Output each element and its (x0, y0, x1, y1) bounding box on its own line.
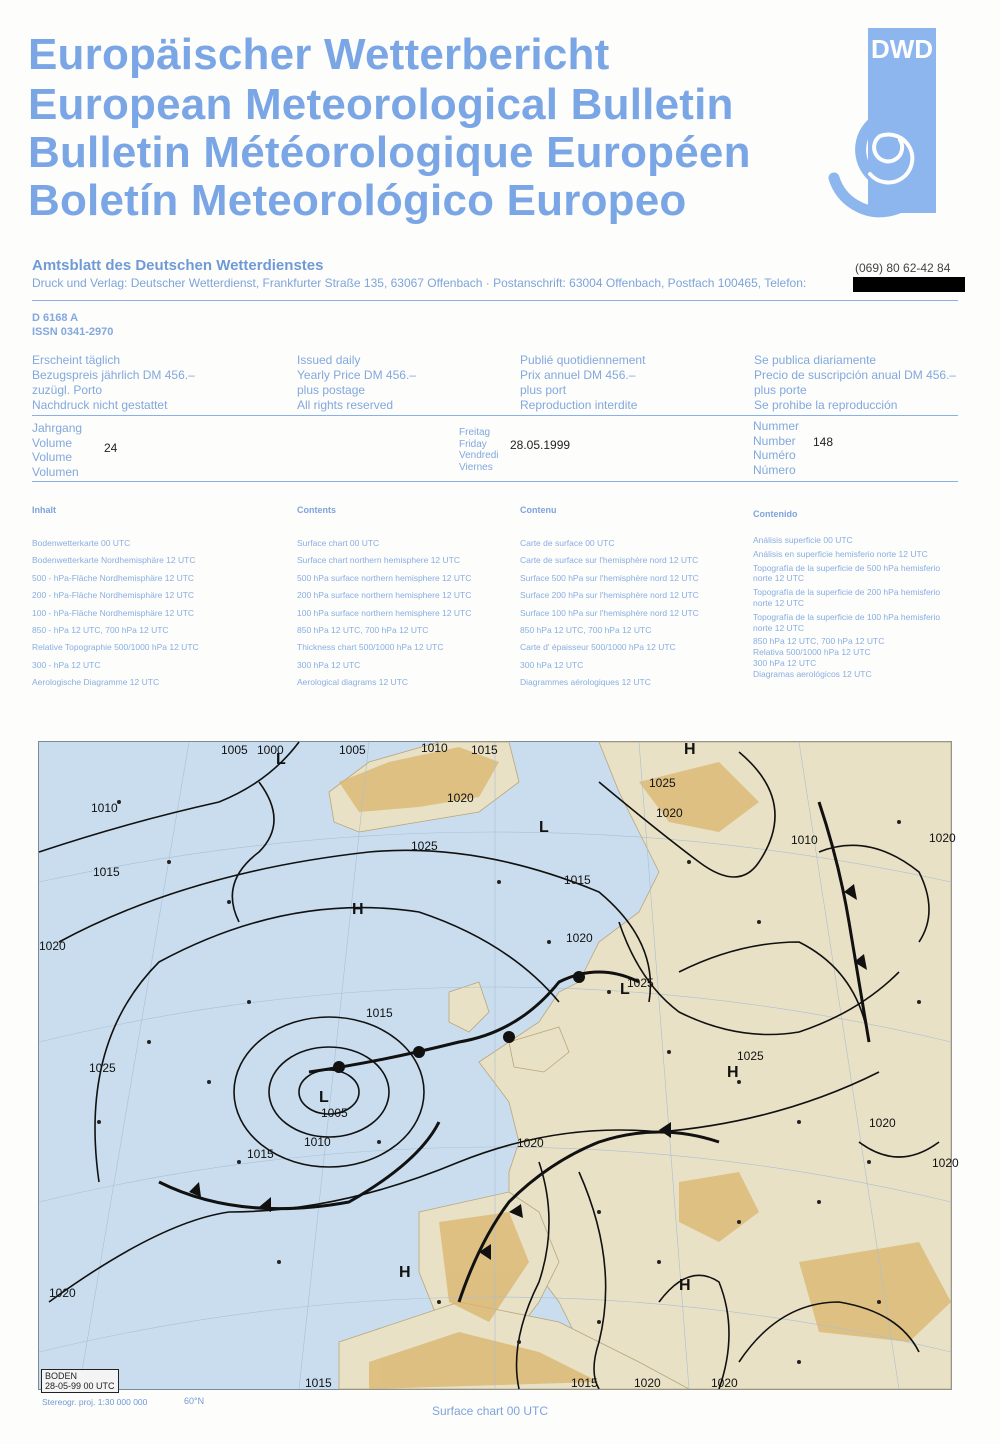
issue-info-es (754, 353, 956, 413)
volume-label: Volumen (32, 464, 79, 479)
divider (32, 415, 958, 416)
isobar-label: 1015 (571, 1376, 598, 1390)
contents-item: Diagramas aerológicos 12 UTC (753, 668, 872, 679)
contents-item: 300 hPa 12 UTC (753, 657, 817, 668)
issue-line: Issued daily (297, 353, 361, 367)
contents-item: 850 hPa 12 UTC, 700 hPa 12 UTC (520, 625, 652, 636)
issue-line: Nachdruck nicht gestattet (32, 398, 168, 412)
contents-heading-es: Contenido (753, 509, 798, 519)
isobar-label: 1010 (791, 833, 818, 847)
high-center: H (399, 1264, 411, 1281)
contents-item: 200 hPa surface northern hemisphere 12 UTC (297, 590, 472, 601)
map-stamp (41, 1369, 119, 1393)
publisher-name: Amtsblatt des Deutschen Wetterdienstes (32, 257, 324, 274)
issue-line: Reproduction interdite (520, 398, 638, 412)
contents-item: Topografía de la superficie de 200 hPa hemisferio norte 12 UTC (753, 587, 941, 608)
contents-list-de (32, 535, 199, 692)
number-label: Numéro (753, 448, 796, 462)
isobar-label: 1010 (91, 801, 118, 815)
issue-line: Se prohibe la reproducción (754, 398, 898, 412)
contents-item: Bodenwetterkarte 00 UTC (32, 538, 131, 548)
contents-item: Análisis en superficie hemisferio norte 12 UTC (753, 548, 928, 559)
day-label: Vendredi (459, 450, 499, 461)
map-latitude: 60°N (184, 1396, 205, 1406)
contents-list-en (297, 535, 471, 692)
low-center: L (276, 751, 286, 768)
issue-line: Bezugspreis jährlich DM 456.– (32, 368, 195, 382)
contents-item: Relativa 500/1000 hPa 12 UTC (753, 647, 871, 658)
issue-info-de (32, 353, 195, 413)
isobar-label: 1020 (634, 1376, 661, 1390)
issue-line: plus postage (297, 383, 366, 397)
high-center: H (352, 901, 364, 918)
low-center: L (319, 1089, 329, 1106)
number-labels (753, 419, 799, 477)
issue-line: Erscheint täglich (32, 353, 121, 367)
issue-line: Prix annuel DM 456.– (520, 368, 636, 382)
day-label: Freitag (459, 427, 491, 438)
contents-item: Surface chart northern hemisphere 12 UTC (297, 555, 460, 566)
isobar-label: 1025 (89, 1061, 116, 1075)
contents-item: Surface 200 hPa sur l'hemisphère nord 12 UTC (520, 590, 699, 601)
isobar-label: 1020 (932, 1156, 959, 1170)
contents-item: Surface 500 hPa sur l'hemisphère nord 12 UTC (520, 572, 699, 583)
issue-line: plus porte (754, 383, 807, 397)
contents-item: 300 hPa 12 UTC (520, 659, 584, 670)
contents-item: Bodenwetterkarte Nordhemisphäre 12 UTC (32, 555, 196, 566)
contents-item: 500 hPa surface northern hemisphere 12 UTC (297, 572, 472, 583)
title-es: Boletín Meteorológico Europeo (28, 176, 687, 225)
contents-item: 300 - hPa 12 UTC (32, 659, 101, 670)
isobar-label: 1025 (737, 1049, 764, 1063)
stamp-line: BODEN (45, 1371, 78, 1381)
contents-item: Relative Topographie 500/1000 hPa 12 UTC (32, 642, 199, 653)
volume-label: Volume (32, 435, 73, 450)
number-value: 148 (813, 435, 834, 449)
isobar-label: 1025 (627, 976, 654, 990)
title-de: Europäischer Wetterbericht (28, 30, 610, 79)
contents-heading-en: Contents (297, 505, 336, 515)
isobar-label: 1020 (447, 791, 474, 805)
contents-item: Análisis superficie 00 UTC (753, 535, 853, 545)
day-label: Viernes (459, 461, 493, 473)
issue-date: 28.05.1999 (510, 438, 571, 452)
issue-info-fr (520, 353, 645, 413)
issue-line: Yearly Price DM 456.– (297, 368, 416, 382)
isobar-label: 1015 (305, 1376, 332, 1390)
divider (32, 481, 958, 482)
low-center: L (620, 981, 630, 998)
issue-line: zuzügl. Porto (32, 383, 103, 397)
number-label: Number (753, 433, 796, 448)
contents-item: 850 hPa 12 UTC, 700 hPa 12 UTC (297, 625, 429, 636)
volume-labels (32, 421, 82, 479)
day-labels (459, 427, 498, 473)
isobar-label: 1005 (221, 743, 248, 757)
number-label: Nummer (753, 419, 800, 433)
map-projection: Stereogr. proj. 1:30 000 000 (42, 1397, 148, 1407)
contents-item: Carte d' épaisseur 500/1000 hPa 12 UTC (520, 642, 676, 653)
isobar-label: 1005 (321, 1106, 348, 1120)
contents-item: 100 hPa surface northern hemisphere 12 UTC (297, 607, 472, 618)
isobar-label: 1010 (421, 741, 448, 755)
publisher-phone: (069) 80 62-42 84 (855, 261, 951, 275)
contents-item: Carte de surface sur l'hemisphère nord 12 UTC (520, 555, 699, 566)
contents-item: Topografía de la superficie de 100 hPa hemisferio norte 12 UTC (753, 611, 941, 633)
isobar-label: 1020 (517, 1136, 544, 1150)
contents-list-fr (520, 535, 699, 692)
publisher-address: Druck und Verlag: Deutscher Wetterdienst, Frankfurter Straße 135, 63067 Offenbach · Postanschrift: 63004 Offenbach, Postfach 100465, Telefon: (32, 276, 807, 290)
redacted-block (853, 277, 965, 292)
contents-item: Diagrammes aérologiques 12 UTC (520, 677, 651, 688)
contents-heading-de: Inhalt (32, 505, 56, 515)
isobar-label: 1020 (566, 931, 593, 945)
contents-item: 850 - hPa 12 UTC, 700 hPa 12 UTC (32, 625, 169, 636)
contents-item: 300 hPa 12 UTC (297, 659, 361, 670)
contents-list-es (753, 535, 958, 680)
day-label: Friday (459, 438, 487, 450)
low-center: L (539, 819, 549, 836)
volume-value: 24 (104, 441, 118, 455)
title-en: European Meteorological Bulletin (28, 80, 734, 129)
issue-line: Publié quotidiennement (520, 353, 646, 367)
issue-line: Precio de suscripción anual DM 456.– (754, 368, 957, 382)
issue-line: All rights reserved (297, 398, 394, 412)
high-center: H (679, 1277, 691, 1294)
isobar-label: 1025 (411, 839, 438, 853)
contents-item: Thickness chart 500/1000 hPa 12 UTC (297, 642, 444, 653)
divider (32, 300, 958, 301)
isobar-label: 1015 (564, 873, 591, 887)
contents-item: Aerologische Diagramme 12 UTC (32, 677, 160, 688)
contents-item: 200 - hPa-Fläche Nordhemisphäre 12 UTC (32, 590, 195, 601)
issue-info-en (297, 353, 416, 413)
isobar-label: 1000 (257, 743, 284, 757)
contents-item: Surface chart 00 UTC (297, 538, 380, 548)
isobar-label: 1020 (869, 1116, 896, 1130)
map-caption: Surface chart 00 UTC (432, 1404, 549, 1418)
code-d: D 6168 A (32, 312, 79, 324)
isobar-label: 1020 (49, 1286, 76, 1300)
isobar-label: 1025 (649, 776, 676, 790)
stamp-line: 28-05-99 00 UTC (45, 1381, 115, 1391)
high-center: H (727, 1064, 739, 1081)
contents-item: 850 hPa 12 UTC, 700 hPa 12 UTC (753, 636, 885, 647)
contents-item: Carte de surface 00 UTC (520, 538, 615, 548)
volume-label: Volume (32, 450, 73, 464)
map-graphic (39, 741, 959, 1390)
contents-item: 100 - hPa-Fläche Nordhemisphäre 12 UTC (32, 607, 195, 618)
contents-item: Surface 100 hPa sur l'hemisphère nord 12 UTC (520, 607, 699, 618)
isobar-label: 1020 (656, 806, 683, 820)
isobar-label: 1015 (366, 1006, 393, 1020)
issue-line: plus port (520, 383, 567, 397)
number-label: Número (753, 462, 796, 477)
contents-item: Aerological diagrams 12 UTC (297, 677, 409, 688)
isobar-label: 1020 (39, 939, 66, 953)
isobar-label: 1015 (247, 1147, 274, 1161)
isobar-label: 1020 (929, 831, 956, 845)
dwd-logo-text: DWD (870, 34, 934, 64)
isobar-label: 1015 (471, 743, 498, 757)
high-center: H (684, 741, 696, 758)
swirl-icon (805, 80, 965, 220)
issue-line: Se publica diariamente (754, 353, 877, 367)
isobar-label: 1005 (339, 743, 366, 757)
contents-item: Topografía de la superficie de 500 hPa hemisferio norte 12 UTC (753, 562, 941, 584)
surface-weather-map (38, 741, 959, 1391)
volume-label: Jahrgang (32, 421, 83, 435)
title-fr: Bulletin Météorologique Européen (28, 128, 751, 177)
isobar-label: 1010 (304, 1135, 331, 1149)
code-issn: ISSN 0341-2970 (32, 326, 114, 338)
contents-heading-fr: Contenu (520, 505, 557, 515)
isobar-label: 1015 (93, 865, 120, 879)
isobar-label: 1020 (711, 1376, 738, 1390)
contents-item: 500 - hPa-Fläche Nordhemisphäre 12 UTC (32, 572, 195, 583)
